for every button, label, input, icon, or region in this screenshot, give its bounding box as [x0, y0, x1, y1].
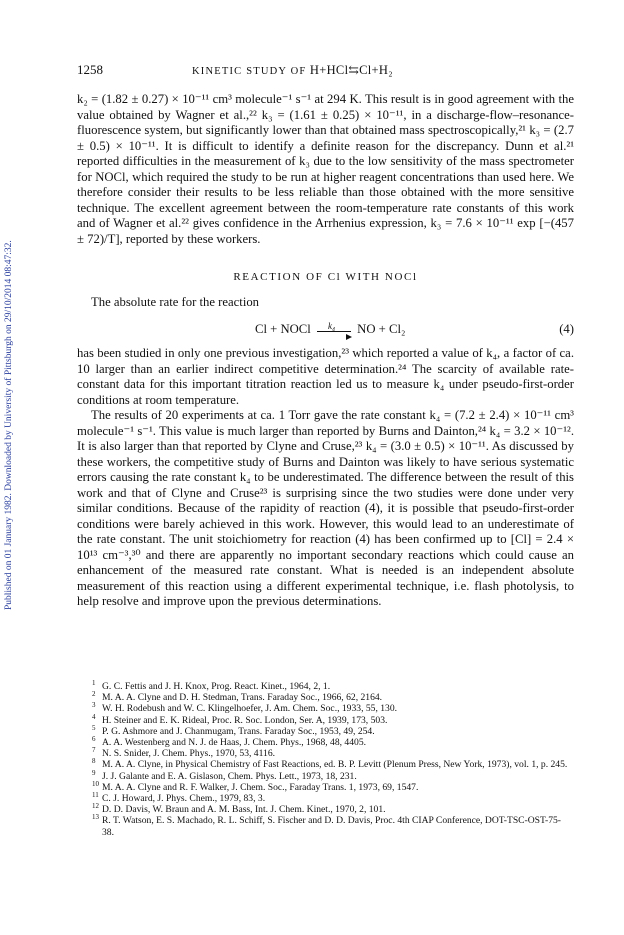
reaction-arrow-icon — [317, 320, 351, 332]
reference-item: 2 M. A. A. Clyne and D. H. Stedman, Trans. Faraday Soc., 1966, 62, 2164. — [92, 690, 383, 704]
paragraph-reaction-intro: The absolute rate for the reaction — [91, 294, 260, 309]
reference-item: 3 W. H. Rodebush and W. C. Klingelhoefer, J. Am. Chem. Soc., 1933, 55, 130. — [92, 701, 398, 715]
download-watermark — [4, 150, 18, 610]
section-heading: REACTION OF Cl WITH NOCl — [233, 271, 418, 283]
reference-item: 13 R. T. Watson, E. S. Machado, R. L. Schiff, S. Fischer and D. D. Davis, Proc. 4th CIAP Conference, DOT-TSC-OST-75-38. — [92, 813, 561, 838]
running-title-prefix: KINETIC STUDY OF — [192, 66, 307, 77]
page-header — [77, 62, 574, 80]
reference-item: 11 C. J. Howard, J. Phys. Chem., 1979, 83, 3. — [92, 791, 266, 805]
reference-item: 9 J. J. Galante and E. A. Gislason, Chem. Phys. Lett., 1973, 18, 231. — [92, 768, 357, 782]
reference-item: 4 H. Steiner and E. K. Rideal, Proc. R. Soc. London, Ser. A, 1939, 173, 503. — [92, 712, 388, 726]
download-watermark-text: Published on 01 January 1982. Downloaded by University of Pittsburgh on 29/10/2014 08:47:32. — [4, 240, 14, 610]
reference-item: 1 G. C. Fettis and J. H. Knox, Prog. React. Kinet., 1964, 2, 1. — [92, 679, 331, 692]
paragraph-previous-studies: has been studied in only one previous investigation,²³ which reported a value of k₄, a factor of ca. 10 larger than an earlier indirect competitive determination.²⁴ The scarcity of available rate-constant data for this important titration reaction led us to measure k₄ under pseudo-first-order conditions at room temperature. — [77, 346, 574, 407]
equation-number: (4) — [559, 322, 574, 336]
equation-body — [255, 322, 405, 338]
reaction-equation — [77, 316, 574, 344]
running-title — [192, 62, 393, 78]
paragraph-results: The results of 20 experiments at ca. 1 Torr gave the rate constant k₄ = (7.2 ± 2.4) × 10⁻¹¹ cm³ molecule⁻¹ s⁻¹. This value is much larger than reported by Burns and Dainton,²⁴ k₄ = 3.2 × 10⁻¹². It is also larger than that reported by Clyne and Cruse,²³ k₄ = (3.0 ± 0.5) × 10⁻¹¹. As discussed by these workers, the competitive study of Burns and Dainton was likely to have serious systematic errors causing the rate constant k₄ to be underestimated. The difference between the result of this work and that of Clyne and Cruse²³ is surprising since the two studies were done under very similar conditions. Because of the rapidity of reaction (4), it is possible that pseudo-first-order conditions were barely achieved in this work. However, this would lead to an underestimate of the rate constant. The unit stoichiometry for reaction (4) has been confirmed up to [Cl] = 2.4 × 10¹³ cm⁻³,³⁰ and there are apparently no important secondary reactions which could cause an enhancement of the measured rate constant. What is needed is an independent absolute measurement of this reaction using a different experimental technique, i.e. flash photolysis, to help resolve and improve upon the previous determinations. — [77, 408, 574, 608]
equation-products: NO + Cl₂ — [357, 322, 406, 336]
paragraph-k3-comparison: k₂ = (1.82 ± 0.27) × 10⁻¹¹ cm³ molecule⁻¹ s⁻¹ at 294 K. This result is in good agreement with the value obtained by Wagner et al.,²² k₃ = (1.61 ± 0.25) × 10⁻¹¹, in a discharge-flow–resonance-fluorescence system, but significantly lower than that obtained mass spectroscopically,²¹ k₃ = (2.7 ± 0.5) × 10⁻¹¹. It is difficult to identify a definite reason for the discrepancy. Dunn et al.²¹ reported difficulties in the measurement of k₃ due to the low sensitivity of the mass spectrometer for NOCl, which required the study to be run at higher reagent concentrations than used here. We therefore consider their results to be less reliable than those obtained with the more sensitive technique. The excellent agreement between the room-temperature rate constants of this work and of Wagner et al.²² gives confidence in the Arrhenius expression, k₃ = 7.6 × 10⁻¹¹ exp [−(457 ± 72)/T], reported by these workers. — [77, 92, 574, 246]
reference-item: 6 A. A. Westenberg and N. J. de Haas, J. Chem. Phys., 1968, 48, 4405. — [92, 735, 367, 749]
reference-item: 12 D. D. Davis, W. Braun and A. M. Bass, Int. J. Chem. Kinet., 1970, 2, 101. — [92, 802, 386, 816]
reference-item: 5 P. G. Ashmore and J. Chanmugam, Trans. Faraday Soc., 1953, 49, 254. — [92, 723, 375, 737]
rate-constant-label: k₄ — [327, 320, 336, 331]
reference-item: 10 M. A. A. Clyne and R. F. Walker, J. Chem. Soc., Faraday Trans. 1, 1973, 69, 1547. — [92, 779, 419, 793]
page-number: 1258 — [77, 62, 103, 77]
reference-list — [92, 681, 570, 838]
reference-item: 7 N. S. Snider, J. Chem. Phys., 1970, 53, 4116. — [92, 746, 276, 760]
equation-reactants: Cl + NOCl — [255, 322, 311, 336]
article-body — [77, 92, 574, 610]
reference-item: 8 M. A. A. Clyne, in Physical Chemistry of Fast Reactions, ed. B. P. Levitt (Plenum Press, New York, 1973), vol. 1, p. 245. — [92, 757, 568, 771]
running-title-formula: H+HCl⇆Cl+H₂ — [309, 63, 393, 77]
